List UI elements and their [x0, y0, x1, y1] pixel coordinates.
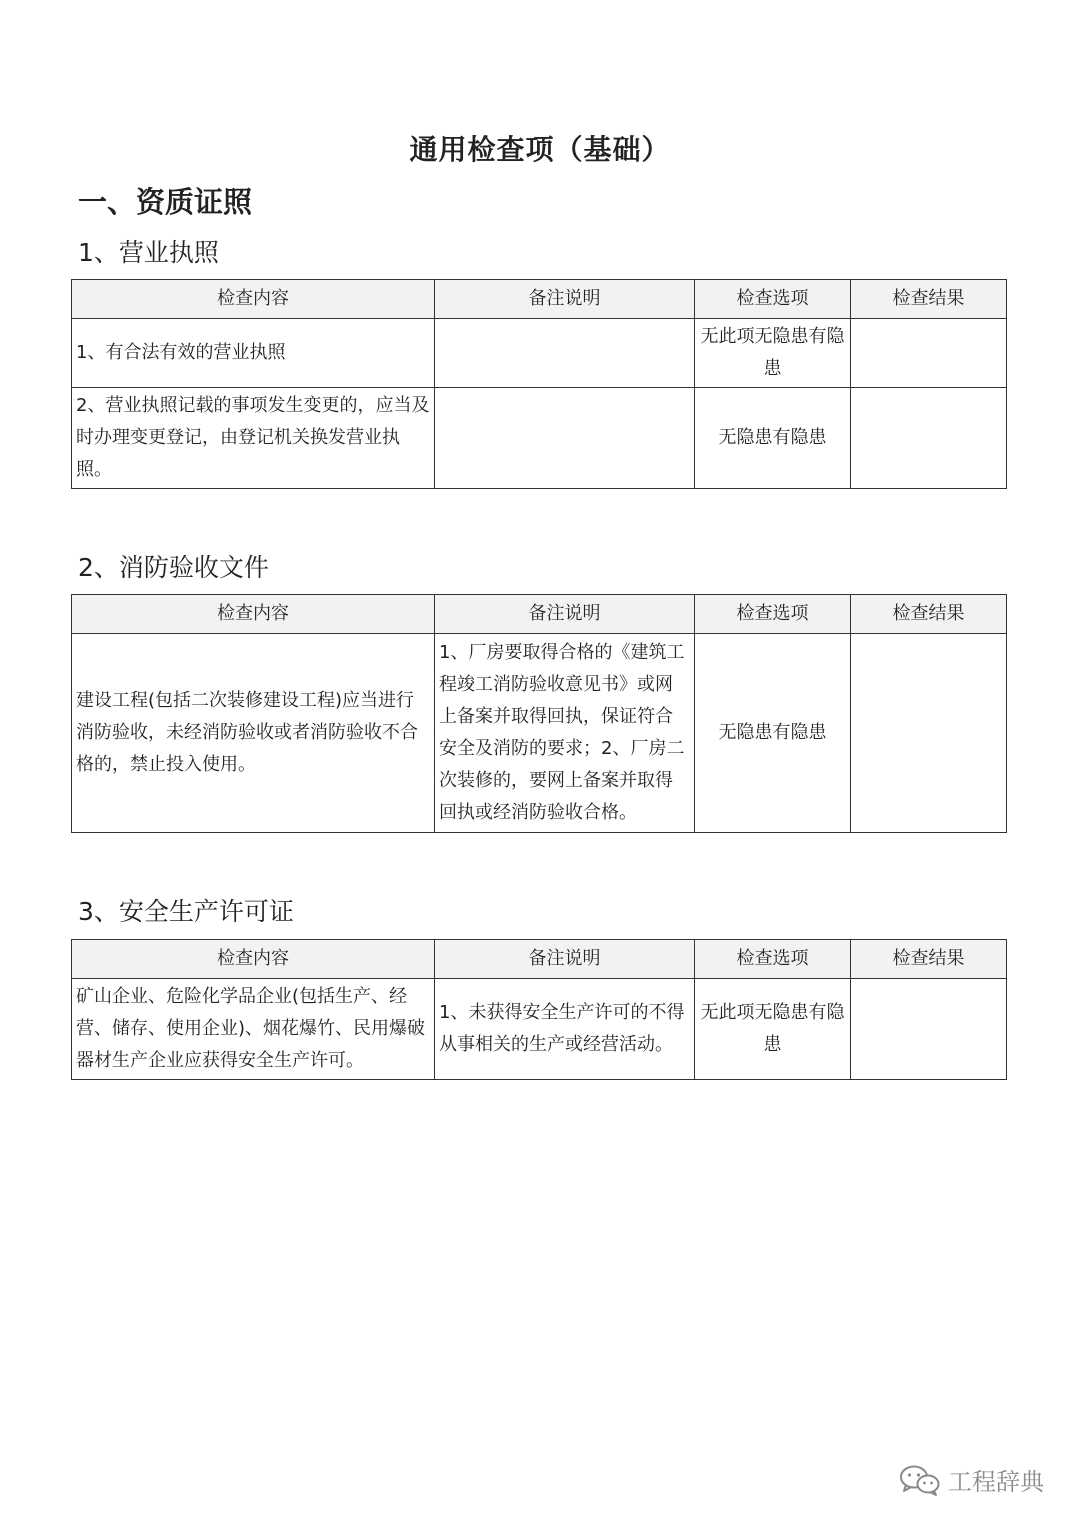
row-content: 建设工程(包括二次装修建设工程)应当进行消防验收，未经消防验收或者消防验收不合格的，禁止投入使用。 [72, 634, 435, 833]
header-option: 检查选项 [695, 280, 851, 319]
row-option[interactable]: 无此项无隐患有隐患 [695, 319, 851, 388]
header-content: 检查内容 [72, 595, 435, 634]
row-content: 矿山企业、危险化学品企业(包括生产、经营、储存、使用企业)、烟花爆竹、民用爆破器材生产企业应获得安全生产许可。 [72, 979, 435, 1080]
table-header-row [72, 280, 1007, 319]
row-note [435, 319, 695, 388]
table-row [72, 319, 1007, 388]
row-option[interactable]: 无隐患有隐患 [695, 634, 851, 833]
table-header-row [72, 595, 1007, 634]
header-option: 检查选项 [695, 595, 851, 634]
row-note: 1、未获得安全生产许可的不得从事相关的生产或经营活动。 [435, 979, 695, 1080]
header-result: 检查结果 [851, 595, 1007, 634]
row-note [435, 388, 695, 489]
row-result[interactable] [851, 388, 1007, 489]
header-note: 备注说明 [435, 940, 695, 979]
safety-permit-table [71, 939, 1007, 1080]
row-content: 1、有合法有效的营业执照 [72, 319, 435, 388]
subsection-heading-business-license: 1、营业执照 [78, 238, 219, 267]
row-result[interactable] [851, 319, 1007, 388]
subsection-heading-safety-permit: 3、安全生产许可证 [78, 897, 294, 926]
table-row [72, 634, 1007, 833]
table-row [72, 979, 1007, 1080]
header-note: 备注说明 [435, 280, 695, 319]
header-option: 检查选项 [695, 940, 851, 979]
row-option[interactable]: 无隐患有隐患 [695, 388, 851, 489]
row-option[interactable]: 无此项无隐患有隐患 [695, 979, 851, 1080]
subsection-heading-fire-acceptance: 2、消防验收文件 [78, 553, 269, 582]
row-note: 1、厂房要取得合格的《建筑工程竣工消防验收意见书》或网上备案并取得回执，保证符合安全及消防的要求；2、厂房二次装修的，要网上备案并取得回执或经消防验收合格。 [435, 634, 695, 833]
table-header-row [72, 940, 1007, 979]
watermark-text: 工程辞典 [948, 1468, 1044, 1496]
business-license-table [71, 279, 1007, 489]
fire-acceptance-table [71, 594, 1007, 833]
row-result[interactable] [851, 979, 1007, 1080]
header-result: 检查结果 [851, 280, 1007, 319]
table-row [72, 388, 1007, 489]
header-note: 备注说明 [435, 595, 695, 634]
document-title: 通用检查项（基础） [409, 133, 671, 166]
row-content: 2、营业执照记载的事项发生变更的，应当及时办理变更登记，由登记机关换发营业执照。 [72, 388, 435, 489]
header-content: 检查内容 [72, 940, 435, 979]
section-heading: 一、资质证照 [78, 185, 253, 219]
header-content: 检查内容 [72, 280, 435, 319]
watermark [898, 1462, 1044, 1497]
header-result: 检查结果 [851, 940, 1007, 979]
wechat-icon [898, 1463, 942, 1497]
row-result[interactable] [851, 634, 1007, 833]
